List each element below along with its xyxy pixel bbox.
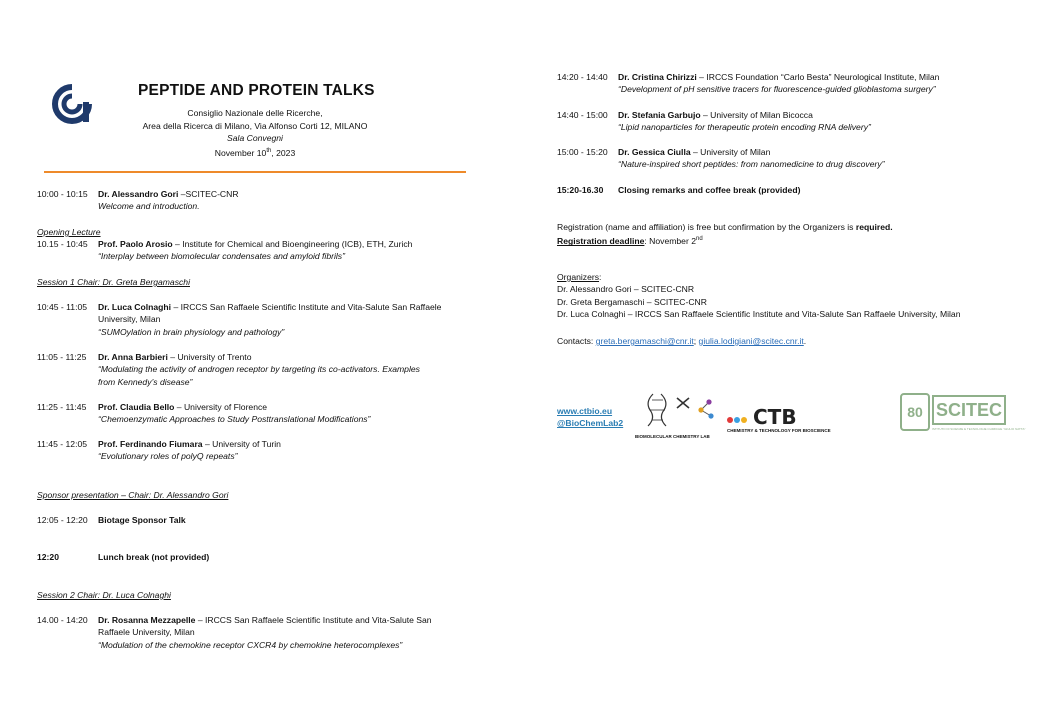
section-heading: Sponsor presentation – Chair: Dr. Alessandro Gori — [37, 490, 229, 500]
page-title: PEPTIDE AND PROTEIN TALKS — [138, 82, 375, 99]
cnr-logo — [50, 84, 94, 124]
speaker-affiliation: – University of Florence — [174, 402, 268, 412]
header-venue: Sala Convegni — [227, 133, 283, 144]
organizer: Dr. Luca Colnaghi – IRCCS San Raffaele Scientific Institute and Vita-Salute San Raffaele University, Milan — [557, 309, 961, 320]
scitec-label: SCITEC — [932, 395, 1006, 425]
header-block — [110, 107, 400, 159]
slot-time: 14.00 - 14:20 — [37, 615, 88, 625]
ctb-sub-label: CHEMISTRY & TECHNOLOGY FOR BIOSCIENCE — [727, 428, 831, 433]
speaker-affiliation-cont: University, Milan — [98, 314, 161, 325]
slot-entry — [98, 438, 281, 463]
talk-title: “Lipid nanoparticles for therapeutic protein encoding RNA delivery” — [618, 122, 871, 133]
organizers-heading: Organizers — [557, 272, 600, 282]
section-heading: Session 2 Chair: Dr. Luca Colnaghi — [37, 590, 171, 600]
slot-time: 15:20-16.30 — [557, 185, 604, 195]
email-link-greta[interactable]: greta.bergamaschi@cnr.it — [595, 336, 694, 346]
speaker-name: Dr. Luca Colnaghi — [98, 302, 172, 312]
slot-time: 12:05 - 12:20 — [37, 515, 88, 525]
ctb-label: CTB — [753, 405, 797, 429]
slot-time: 11:05 - 11:25 — [37, 352, 87, 362]
header-org: Consiglio Nazionale delle Ricerche, — [187, 108, 323, 118]
speaker-name: Dr. Alessandro Gori — [98, 189, 179, 199]
twitter-handle-link[interactable]: @BioChemLab2 — [557, 418, 624, 428]
ctb-logo — [727, 405, 837, 437]
speaker-affiliation: – IRCCS San Raffaele Scientific Institute and Vita-Salute San Raffaele — [171, 302, 442, 312]
slot-entry — [98, 614, 432, 651]
organizers-block: Organizers: Dr. Alessandro Gori – SCITEC-CNR Dr. Greta Bergamaschi – SCITEC-CNR Dr. Luca Colnaghi – IRCCS San Raffaele Scientific Institute and Vita-Salute San Raffaele University, Milan — [557, 272, 961, 320]
talk-title: “Modulating the activity of androgen receptor by targeting its co-activators. Examples — [98, 364, 420, 375]
talk-title-cont: from Kennedy’s disease” — [98, 376, 193, 387]
slot-time: 14:20 - 14:40 — [557, 72, 608, 82]
talk-title: “Chemoenzymatic Approaches to Study Posttranslational Modifications” — [98, 414, 371, 425]
slot-time: 11:25 - 11:45 — [37, 402, 87, 412]
talk-title: Welcome and introduction. — [98, 201, 200, 212]
email-link-giulia[interactable]: giulia.lodigiani@scitec.cnr.it — [698, 336, 804, 346]
header-date: November 10th, 2023 — [214, 147, 296, 158]
slot-entry — [618, 109, 871, 134]
section-heading: Session 1 Chair: Dr. Greta Bergamaschi — [37, 277, 190, 287]
lunch-break: Lunch break (not provided) — [98, 552, 210, 562]
talk-title: “Evolutionary roles of polyQ repeats” — [98, 451, 238, 462]
slot-time: 10:45 - 11:05 — [37, 302, 88, 312]
section-heading: Opening Lecture — [37, 227, 101, 237]
talk-title: “Modulation of the chemokine receptor CXCR4 by chemokine heterocomplexes” — [98, 639, 403, 650]
lab-label: BIOMOLECULAR CHEMISTRY LAB — [635, 434, 710, 439]
scitec-80-mark: 80 — [900, 393, 930, 431]
slot-time: 15:00 - 15:20 — [557, 147, 608, 157]
organizer: Dr. Alessandro Gori – SCITEC-CNR — [557, 284, 695, 295]
talk-title: “Development of pH sensitive tracers for fluorescence-guided glioblastoma surgery” — [618, 84, 936, 95]
speaker-affiliation: –SCITEC-CNR — [178, 189, 239, 199]
speaker-affiliation-cont: Raffaele University, Milan — [98, 627, 195, 638]
slot-time: 10:00 - 10:15 — [37, 189, 88, 199]
speaker-affiliation: – University of Milan Bicocca — [700, 110, 813, 120]
speaker-affiliation: – Institute for Chemical and Bioengineering (ICB), ETH, Zurich — [172, 239, 413, 249]
talk-title: “Nature-inspired short peptides: from nanomedicine to drug discovery” — [618, 159, 885, 170]
slot-entry — [98, 188, 239, 213]
talk-title: “Interplay between biomolecular condensates and amyloid fibrils” — [98, 251, 345, 262]
slot-entry — [618, 71, 939, 96]
slot-time: 11:45 - 12:05 — [37, 439, 88, 449]
slot-time: 10.15 - 10:45 — [37, 239, 88, 249]
slot-entry — [98, 301, 441, 338]
slot-entry — [98, 351, 420, 388]
speaker-name: Dr. Anna Barbieri — [98, 352, 168, 362]
header-address: Area della Ricerca di Milano, Via Alfonso Corti 12, MILANO — [142, 120, 368, 131]
scitec-logo — [900, 393, 1026, 437]
speaker-name: Prof. Ferdinando Fiumara — [98, 439, 203, 449]
slot-entry — [98, 401, 370, 426]
speaker-name: Dr. Rosanna Mezzapelle — [98, 615, 196, 625]
contacts: Contacts: greta.bergamaschi@cnr.it; giulia.lodigiani@scitec.cnr.it. — [557, 336, 807, 346]
slot-entry — [618, 146, 885, 171]
sponsor-talk: Biotage Sponsor Talk — [98, 515, 186, 525]
registration-info: Registration (name and affiliation) is free but confirmation by the Organizers is required. Registration deadline: November 2nd — [557, 222, 893, 247]
speaker-affiliation: – University of Milan — [690, 147, 771, 157]
closing-remarks: Closing remarks and coffee break (provided) — [618, 185, 801, 195]
slot-entry — [98, 238, 412, 263]
speaker-name: Dr. Gessica Ciulla — [618, 147, 691, 157]
website-link[interactable]: www.ctbio.eu — [557, 406, 613, 416]
biomolecular-chemistry-lab-logo — [635, 390, 721, 438]
speaker-affiliation: – IRCCS San Raffaele Scientific Institute and Vita-Salute San — [195, 615, 432, 625]
speaker-affiliation: – IRCCS Foundation “Carlo Besta” Neurological Institute, Milan — [696, 72, 940, 82]
speaker-name: Prof. Claudia Bello — [98, 402, 175, 412]
slot-time: 14:40 - 15:00 — [557, 110, 608, 120]
speaker-name: Dr. Stefania Garbujo — [618, 110, 701, 120]
organizer: Dr. Greta Bergamaschi – SCITEC-CNR — [557, 296, 707, 307]
speaker-name: Prof. Paolo Arosio — [98, 239, 173, 249]
footer-links — [557, 405, 623, 429]
speaker-affiliation: – University of Turin — [202, 439, 281, 449]
header-divider — [44, 171, 466, 173]
speaker-name: Dr. Cristina Chirizzi — [618, 72, 697, 82]
talk-title: “SUMOylation in brain physiology and pathology” — [98, 326, 285, 337]
slot-time: 12:20 — [37, 552, 59, 562]
registration-deadline-label: Registration deadline — [557, 236, 645, 247]
scitec-sub-label: ISTITUTO DI SCIENZE E TECNOLOGIE CHIMICHE “GIULIO NATTA” — [932, 427, 1026, 431]
speaker-affiliation: – University of Trento — [167, 352, 252, 362]
